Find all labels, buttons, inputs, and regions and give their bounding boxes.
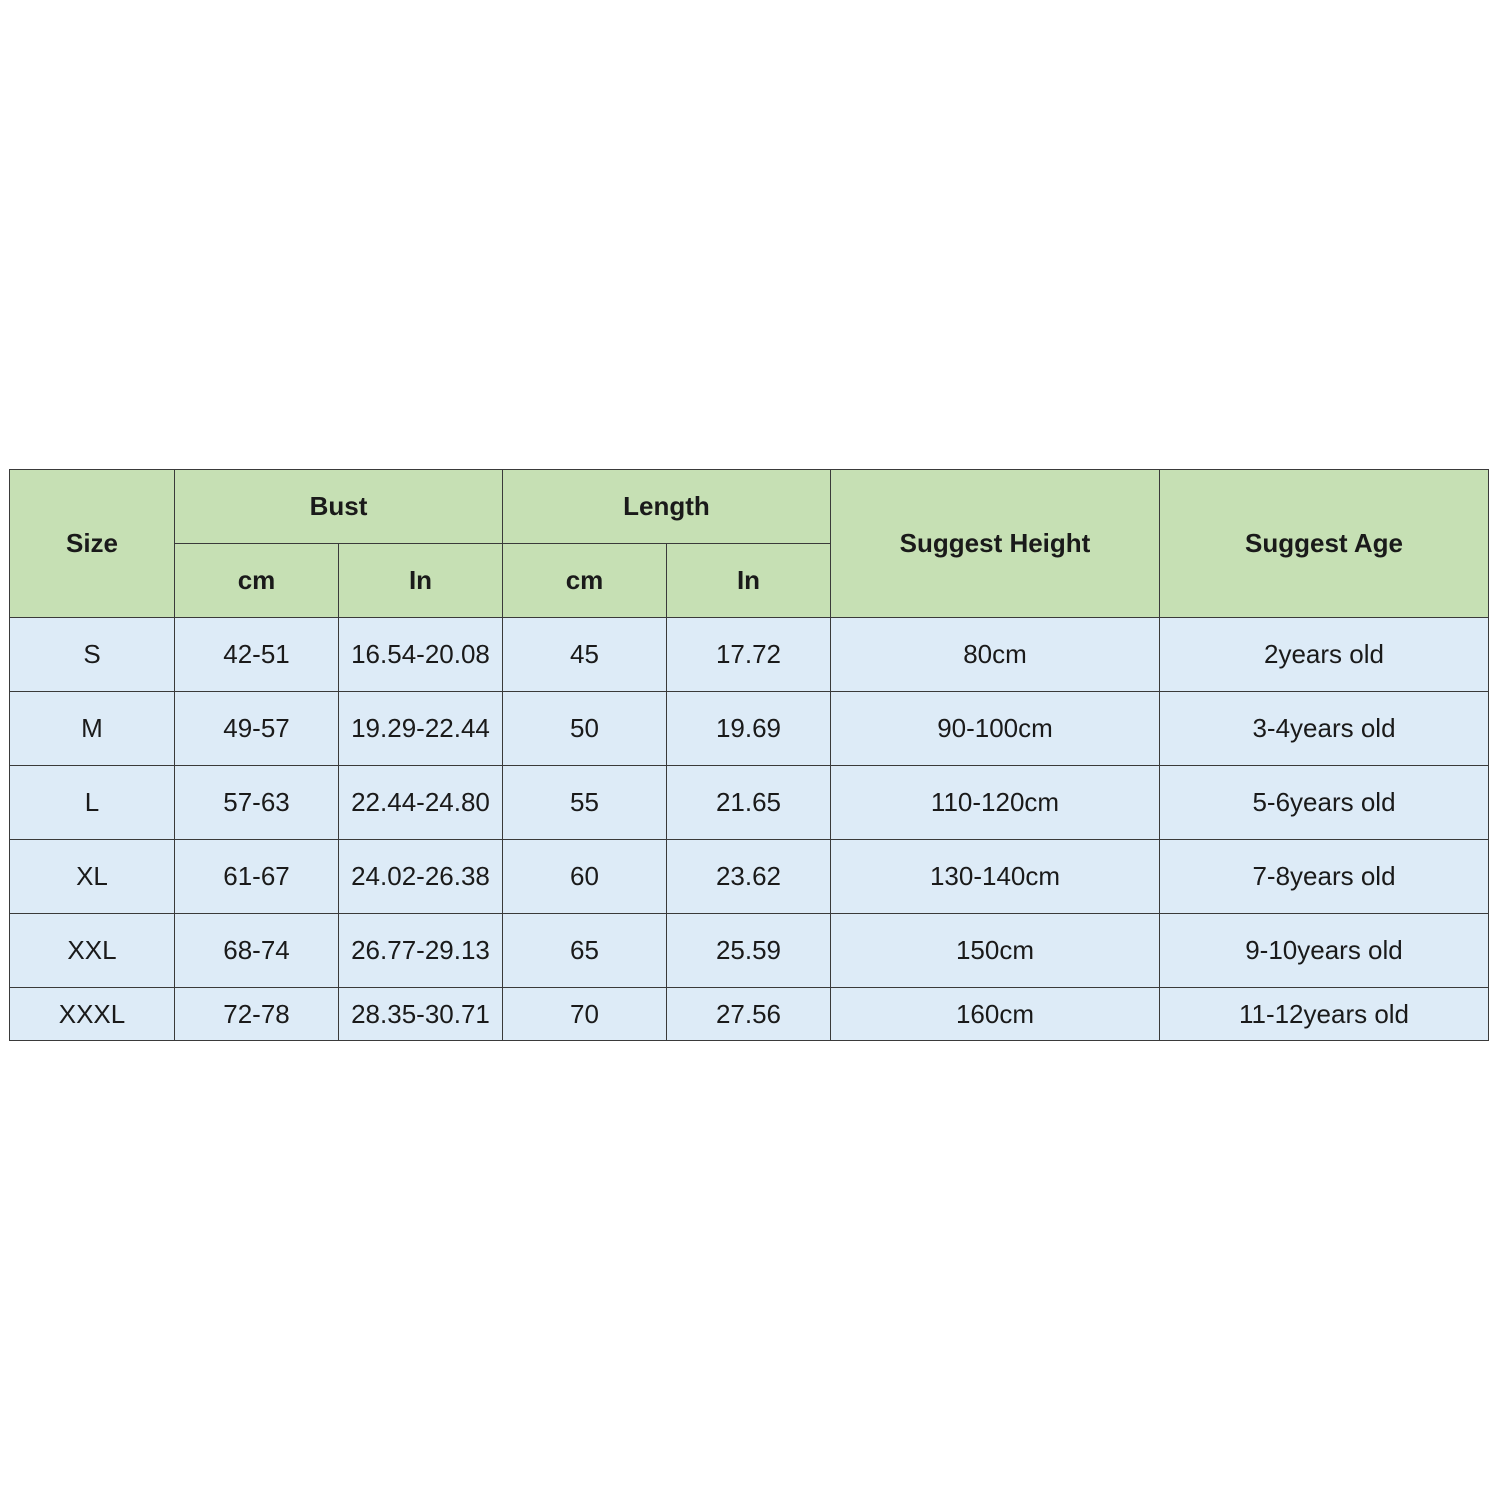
- cell-size: M: [10, 692, 175, 766]
- cell-age: 2years old: [1160, 618, 1489, 692]
- cell-bust-in: 22.44-24.80: [339, 766, 503, 840]
- header-length: Length: [503, 470, 831, 544]
- cell-length-in: 23.62: [667, 840, 831, 914]
- header-bust: Bust: [175, 470, 503, 544]
- cell-height: 160cm: [831, 988, 1160, 1041]
- cell-size: XXXL: [10, 988, 175, 1041]
- cell-age: 5-6years old: [1160, 766, 1489, 840]
- cell-length-in: 17.72: [667, 618, 831, 692]
- cell-bust-in: 24.02-26.38: [339, 840, 503, 914]
- cell-age: 11-12years old: [1160, 988, 1489, 1041]
- cell-bust-in: 26.77-29.13: [339, 914, 503, 988]
- cell-length-in: 21.65: [667, 766, 831, 840]
- cell-height: 90-100cm: [831, 692, 1160, 766]
- cell-height: 80cm: [831, 618, 1160, 692]
- cell-bust-cm: 61-67: [175, 840, 339, 914]
- table-row: [10, 988, 1489, 1041]
- size-chart-table: [9, 469, 1489, 1041]
- cell-bust-in: 28.35-30.71: [339, 988, 503, 1041]
- table-row: [10, 914, 1489, 988]
- cell-size: XL: [10, 840, 175, 914]
- cell-size: L: [10, 766, 175, 840]
- header-length-in: In: [667, 544, 831, 618]
- cell-bust-in: 16.54-20.08: [339, 618, 503, 692]
- cell-age: 9-10years old: [1160, 914, 1489, 988]
- cell-bust-cm: 57-63: [175, 766, 339, 840]
- header-size: Size: [10, 470, 175, 618]
- cell-length-cm: 55: [503, 766, 667, 840]
- cell-size: S: [10, 618, 175, 692]
- cell-height: 150cm: [831, 914, 1160, 988]
- cell-length-cm: 60: [503, 840, 667, 914]
- table-row: [10, 692, 1489, 766]
- cell-length-cm: 50: [503, 692, 667, 766]
- cell-height: 110-120cm: [831, 766, 1160, 840]
- cell-bust-cm: 42-51: [175, 618, 339, 692]
- header-row-1: [10, 470, 1489, 544]
- header-bust-in: In: [339, 544, 503, 618]
- table-row: [10, 840, 1489, 914]
- cell-length-in: 25.59: [667, 914, 831, 988]
- cell-length-cm: 45: [503, 618, 667, 692]
- header-suggest-height: Suggest Height: [831, 470, 1160, 618]
- header-length-cm: cm: [503, 544, 667, 618]
- table-row: [10, 766, 1489, 840]
- cell-length-in: 19.69: [667, 692, 831, 766]
- cell-bust-in: 19.29-22.44: [339, 692, 503, 766]
- header-suggest-age: Suggest Age: [1160, 470, 1489, 618]
- cell-bust-cm: 68-74: [175, 914, 339, 988]
- cell-length-cm: 65: [503, 914, 667, 988]
- cell-size: XXL: [10, 914, 175, 988]
- cell-bust-cm: 72-78: [175, 988, 339, 1041]
- cell-height: 130-140cm: [831, 840, 1160, 914]
- table-row: [10, 618, 1489, 692]
- cell-age: 7-8years old: [1160, 840, 1489, 914]
- cell-bust-cm: 49-57: [175, 692, 339, 766]
- cell-length-cm: 70: [503, 988, 667, 1041]
- header-bust-cm: cm: [175, 544, 339, 618]
- cell-length-in: 27.56: [667, 988, 831, 1041]
- cell-age: 3-4years old: [1160, 692, 1489, 766]
